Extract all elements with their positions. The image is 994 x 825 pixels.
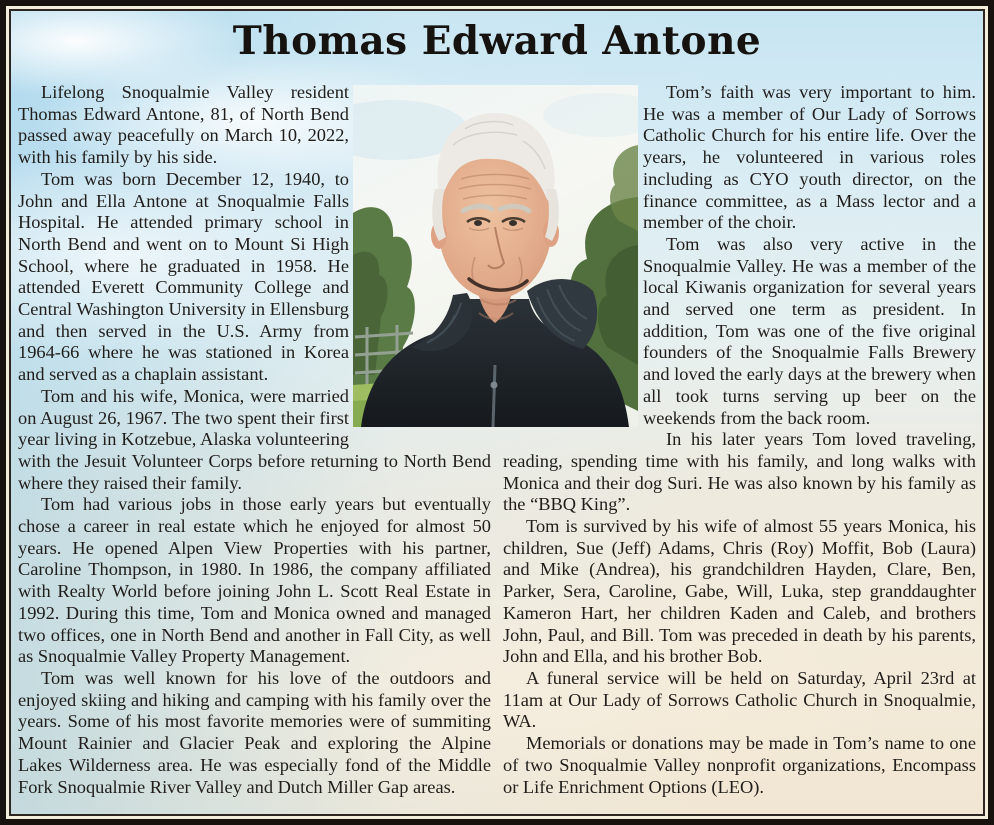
paragraph-survived-by: Tom is survived by his wife of almost 55 years Monica, his children, Sue (Jeff) Adams, Chris (Roy) Moffit, Bob (Laura) and Mike (Andrea), his grandchildren Hayden, Clare, Ben, Parker, Sera, Caroline, Gabe, Will, Luka, step granddaughter Kameron Hart, her children Kaden and Caleb, and brothers John, Paul, and Bill. Tom was preceded in death by his parents, John and Ella, and his brother Bob. [503, 516, 976, 667]
paragraph-community: Tom was also very active in the Snoqualmie Valley. He was a member of the local Kiwanis organization for several years and served one term as president. In addition, Tom was one of the five original founders of the Snoqualmie Falls Brewery and loved the early days at the brewery when all took turns serving up beer on the weekends from the back room. [643, 233, 976, 428]
paragraph-lifelong-resident: Lifelong Snoqualmie Valley resident Thomas Edward Antone, 81, of North Bend passed away peacefully on March 10, 2022, with his family by his side. [18, 82, 349, 168]
paragraph-early-life: Tom was born December 12, 1940, to John and Ella Antone at Snoqualmie Falls Hospital. He attended primary school in North Bend and went on to Mount Si High School, where he graduated in 1958. He attended Everett Community College and Central Washington University in Ellensburg and then served in the U.S. Army from 1964-66 where he was stationed in Korea and served as a chaplain assistant. [18, 168, 349, 385]
page-title: Thomas Edward Antone [232, 18, 762, 64]
paragraph-career: Tom had various jobs in those early years but eventually chose a career in real estate which he enjoyed for almost 50 years. He opened Alpen View Properties with his partner, Caroline Thompson, in 1980. In 1986, the company affiliated with Realty World before joining John L. Scott Real Estate in 1992. During this time, Tom and Monica owned and managed two offices, one in North Bend and another in Fall City, as well as Snoqualmie Valley Property Management. [18, 494, 491, 667]
paragraph-funeral-service: A funeral service will be held on Saturday, April 23rd at 11am at Our Lady of Sorrows Catholic Church in Snoqualmie, WA. [503, 667, 976, 732]
paragraph-outdoors: Tom was well known for his love of the outdoors and enjoyed skiing and hiking and camping with his family over the years. Some of his most favorite memories were of summiting Mount Rainier and Glacier Peak and exploring the Alpine Lakes Wilderness area. He was especially fond of the Middle Fork Snoqualmie River Valley and Dutch Miller Gap areas. [18, 667, 491, 797]
paragraph-later-years: In his later years Tom loved traveling, reading, spending time with his family, and long walks with Monica and their dog Suri. He was also known by his family as the “BBQ King”. [503, 429, 976, 515]
paragraph-memorials: Memorials or donations may be made in Tom’s name to one of two Snoqualmie Valley nonprofit organizations, Encompass or Life Enrichment Options (LEO). [503, 733, 976, 797]
paragraph-marriage: Tom and his wife, Monica, were married on August 26, 1967. The two spent their first year living in Kotzebue, Alaska volunteering with the Jesuit Volunteer Corps before returning to North Bend where they raised their family. [18, 385, 491, 493]
paragraph-faith: Tom’s faith was very important to him. He was a member of Our Lady of Sorrows Catholic Church for his entire life. Over the years, he volunteered in various roles including as CYO youth director, on the finance committee, as a Mass lector and a member of the choir. [643, 82, 976, 233]
portrait-photo [353, 85, 638, 427]
photo-zipper [493, 365, 495, 427]
